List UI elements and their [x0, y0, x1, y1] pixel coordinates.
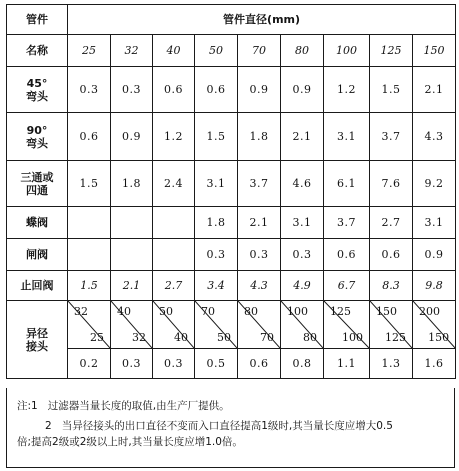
- value-cell: [68, 239, 111, 271]
- reducer-size-cell: [68, 301, 111, 349]
- value-cell: 2.7: [370, 207, 413, 239]
- table-notes: [6, 388, 455, 468]
- row-name: [7, 301, 68, 379]
- reducer-size-cell: [111, 301, 153, 349]
- value-cell: 2.1: [413, 67, 456, 113]
- value-cell: 0.2: [68, 349, 111, 379]
- value-cell: [153, 239, 195, 271]
- value-cell: 3.1: [281, 207, 324, 239]
- value-cell: [111, 207, 153, 239]
- reducer-outlet-size: 150: [428, 331, 450, 344]
- value-cell: 1.5: [68, 161, 111, 207]
- value-cell: 3.1: [324, 113, 370, 161]
- note-2: [17, 418, 448, 434]
- value-cell: 1.3: [370, 349, 413, 379]
- header-diameter-4: 70: [238, 35, 281, 67]
- value-cell: 3.1: [413, 207, 456, 239]
- value-cell: 0.3: [111, 67, 153, 113]
- header-diameter-8: 150: [413, 35, 456, 67]
- reducer-size-cell: [370, 301, 413, 349]
- value-cell: 2.1: [281, 113, 324, 161]
- header-diameter-5: 80: [281, 35, 324, 67]
- table-row: [7, 113, 456, 161]
- header-diameter-6: 100: [324, 35, 370, 67]
- row-name-line1: 45°: [26, 76, 48, 90]
- value-cell: 0.3: [68, 67, 111, 113]
- value-cell: 0.3: [153, 349, 195, 379]
- value-cell: 1.5: [370, 67, 413, 113]
- note-2-text-line2: 倍;提高2级或2级以上时,其当量长度应增1.0倍。: [17, 436, 243, 448]
- value-cell: 0.9: [111, 113, 153, 161]
- value-cell: 8.3: [370, 271, 413, 301]
- header-fitting-label: 管件: [7, 5, 68, 35]
- row-name-line1: 止回阀: [20, 279, 54, 292]
- table-row: [7, 207, 456, 239]
- reducer-outlet-size: 32: [132, 331, 146, 344]
- row-name-line1: 三通或: [20, 170, 54, 184]
- value-cell: 3.7: [238, 161, 281, 207]
- value-cell: 3.7: [324, 207, 370, 239]
- note-prefix: 注:: [17, 400, 32, 412]
- value-cell: 2.7: [153, 271, 195, 301]
- row-name-line2: 接头: [26, 339, 48, 353]
- reducer-inlet-size: 70: [201, 305, 215, 318]
- value-cell: 1.2: [324, 67, 370, 113]
- value-cell: 1.5: [195, 113, 238, 161]
- note-2-text-line1: 当异径接头的出口直径不变而入口直径提高1级时,其当量长度应增大0.5: [61, 420, 393, 432]
- row-name-line1: 90°: [26, 123, 48, 137]
- value-cell: 1.6: [413, 349, 456, 379]
- value-cell: 1.8: [238, 113, 281, 161]
- reducer-outlet-size: 50: [217, 331, 231, 344]
- reducer-size-cell: [413, 301, 456, 349]
- row-name: [7, 161, 68, 207]
- reducer-inlet-size: 150: [376, 305, 397, 318]
- reducer-outlet-size: 25: [90, 331, 104, 344]
- row-name-line1: 闸阀: [26, 248, 48, 261]
- value-cell: 0.3: [238, 239, 281, 271]
- value-cell: 2.1: [238, 207, 281, 239]
- row-name: [7, 113, 68, 161]
- value-cell: [153, 207, 195, 239]
- value-cell: 0.9: [281, 67, 324, 113]
- value-cell: 3.7: [370, 113, 413, 161]
- value-cell: 2.4: [153, 161, 195, 207]
- reducer-outlet-size: 100: [342, 331, 363, 344]
- table-row: [7, 239, 456, 271]
- reducer-inlet-size: 100: [287, 305, 308, 318]
- value-cell: [68, 207, 111, 239]
- row-name-line2: 弯头: [26, 136, 48, 150]
- reducer-inlet-size: 50: [159, 305, 173, 318]
- value-cell: 1.1: [324, 349, 370, 379]
- value-cell: 9.2: [413, 161, 456, 207]
- header-diameter-title: 管件直径(mm): [68, 5, 456, 35]
- reducer-inlet-size: 40: [117, 305, 131, 318]
- value-cell: 0.3: [281, 239, 324, 271]
- value-cell: 4.6: [281, 161, 324, 207]
- value-cell: 0.5: [195, 349, 238, 379]
- row-name-line2: 四通: [26, 183, 48, 197]
- reducer-size-cell: [238, 301, 281, 349]
- value-cell: 0.6: [153, 67, 195, 113]
- row-name: [7, 207, 68, 239]
- row-name-line1: 蝶阀: [26, 216, 48, 229]
- value-cell: 0.6: [238, 349, 281, 379]
- header-diameter-1: 32: [111, 35, 153, 67]
- value-cell: 1.5: [68, 271, 111, 301]
- value-cell: 0.6: [370, 239, 413, 271]
- value-cell: 7.6: [370, 161, 413, 207]
- row-name: [7, 239, 68, 271]
- table-row: [7, 161, 456, 207]
- value-cell: 0.8: [281, 349, 324, 379]
- header-diameter-7: 125: [370, 35, 413, 67]
- value-cell: 6.1: [324, 161, 370, 207]
- value-cell: 0.6: [68, 113, 111, 161]
- table-row: [7, 301, 456, 349]
- header-diameter-0: 25: [68, 35, 111, 67]
- reducer-size-cell: [324, 301, 370, 349]
- value-cell: 6.7: [324, 271, 370, 301]
- value-cell: 4.3: [238, 271, 281, 301]
- row-name-line2: 弯头: [26, 89, 48, 103]
- row-name: [7, 271, 68, 301]
- reducer-outlet-size: 80: [303, 331, 317, 344]
- equivalent-length-table: [6, 4, 456, 379]
- value-cell: 9.8: [413, 271, 456, 301]
- row-name: [7, 67, 68, 113]
- reducer-outlet-size: 40: [174, 331, 188, 344]
- reducer-outlet-size: 125: [385, 331, 406, 344]
- table-row: [7, 271, 456, 301]
- value-cell: 0.9: [413, 239, 456, 271]
- header-diameter-2: 40: [153, 35, 195, 67]
- note-1: [17, 398, 448, 414]
- reducer-inlet-size: 200: [419, 305, 440, 318]
- note-1-number: 1: [31, 400, 38, 412]
- note-2-cont: [17, 434, 448, 450]
- reducer-inlet-size: 80: [244, 305, 258, 318]
- reducer-inlet-size: 125: [330, 305, 351, 318]
- header-name-label: 名称: [7, 35, 68, 67]
- value-cell: 1.8: [111, 161, 153, 207]
- table-row: [7, 67, 456, 113]
- value-cell: 0.6: [324, 239, 370, 271]
- reducer-size-cell: [195, 301, 238, 349]
- reducer-size-cell: [281, 301, 324, 349]
- value-cell: 0.3: [111, 349, 153, 379]
- value-cell: 4.3: [413, 113, 456, 161]
- note-2-number: 2: [45, 420, 52, 432]
- value-cell: 1.2: [153, 113, 195, 161]
- value-cell: 1.8: [195, 207, 238, 239]
- value-cell: 0.3: [195, 239, 238, 271]
- value-cell: 0.6: [195, 67, 238, 113]
- value-cell: 4.9: [281, 271, 324, 301]
- value-cell: 0.9: [238, 67, 281, 113]
- value-cell: 3.4: [195, 271, 238, 301]
- value-cell: 3.1: [195, 161, 238, 207]
- reducer-outlet-size: 70: [260, 331, 274, 344]
- note-1-text: 过滤器当量长度的取值,由生产厂提供。: [47, 400, 230, 412]
- table-row: [7, 349, 456, 379]
- value-cell: [111, 239, 153, 271]
- reducer-size-cell: [153, 301, 195, 349]
- row-name-line1: 异径: [26, 326, 48, 340]
- value-cell: 2.1: [111, 271, 153, 301]
- header-diameter-3: 50: [195, 35, 238, 67]
- reducer-inlet-size: 32: [74, 305, 88, 318]
